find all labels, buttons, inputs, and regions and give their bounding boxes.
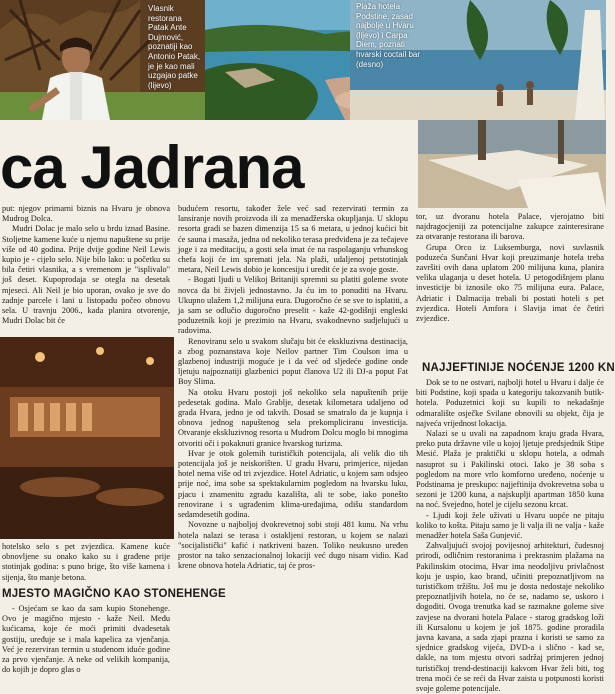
paragraph: Na otoku Hvaru postoji još nekoliko sela napuštenih prije pedesetak godina. Malo Grablje, desetak kilometara udaljeno od grada Hvara, jedno je od takvih. Dosad se smatralo da je kupnja i obnova jednog napuštenog sela prekompliciranu investicija. Otvaranje ekskluzivnog resorta u Mudrom Dolcu moglo bi mnogima otvoriti oči i pokaknuti granice hvarskog turizma. [178,387,408,448]
paragraph: Novozne u najboljoj dvokrevetnoj sobi stoji 481 kunu. Na vrhu hotela nalazi se terasa i ostaklјeni restoran, u kojem se nalazi "socijalistički" kafić i natkriveni bazen. Toliko neukusno uređen prostor na tako senzacionalnoj lokaciji već dugo nisam vidio. Kad krene obnova hotela Adriatic, taj će pros- [178,520,408,571]
chef-photo [0,0,205,120]
paragraph: Nalazi se u uvali na zapadnom kraju grada Hvara, preko puta državne vile u kojoj ljetuje predsjednik Stipe Mesić. Plaža je praktički u sklopu hotela, a odmah nasuprot su i Pakilinski otoci. Iako je 38 soba s pogledom na more vrlo komforno uređeno, noćenje u Podstinama je preskupo: najjeftinija dvokrevetna soba u sezoni je 1200 kuna, a najskuplji apartman 1850 kuna na noć. Svejedno, hotel je cijelu sezonu krcat. [416,429,604,510]
paragraph: put: njegov primarni biznis na Hvaru je obnova Mudrog Dolca. [2,204,170,224]
subheading-stonehenge: MJESTO MAGIČNO KAO STONEHENGE [2,588,226,600]
tavern-photo [0,337,174,539]
paragraph: hotelsko selo s pet zvjezdica. Kamene kuće obnovljene su onako kako su i građene prije stotinjak godina: s puno brige, što više kamena i sijenja, što manje betona. [2,542,170,582]
hotel-caption: Plaža hotela Podstine, zasad najbolje u Hvaru (lijevo) i Carpa Diem, poznati hvarski coctail bar (desno) [356,2,421,69]
paragraph: Grupa Orco iz Luksemburga, novi suvlasnik poduzeća Sunčani Hvar koji preuzimanje hotela treba završiti ovih dana uplatom 200 milijuna kuna, planira velika ulaganja u deset hotela. U petogodišnjem planu investicije bi iznosile oko 75 milijuna eura. Palace, Adriatic i Dalmacija trebali bi postati hoteli s pet zvjezdica. Hoteli Amfora i Slavija imat će četiri zvjezdice. [416,242,604,324]
article-headline: ca Jadrana [0,134,304,201]
paragraph: Renoviranu selo u svakom slučaju bit će ekskluzivna destinacija, a zbog poznanstava koje Neilov partner Tim Coulson ima u glazbenoj industriji moguće je i da već od sljedeće godine onde ljetuju najpoznatiji glazbenici poput članova U2 ili DJ-a poput Fat Boy Slima. [178,336,408,387]
paragraph: - Osjećam se kao da sam kupio Stonehenge. Ovo je magično mjesto - kaže Neil. Među kućicama, koje će moći primiti dvadesetak gostiju, uređuje se i mala kapelica za vjenčanja. Već je rezerviran termin u studenom iduće godine za prvo vjenčanje. A neke od velikih kompanija, do kojih je dopro glas o [2,604,170,675]
restaurant-table-photo [418,120,606,208]
paragraph: Mudri Dolac je malo selo u brdu iznad Basine. Stoljetne kamene kuće u njemu napuštene su prije više od 40 godina. Prije dvije godine Neil Lewis kupio je - cijelo selo. Nije bilo lako: u početku su bila četiri vlasnika, a s vremenom je "isplivalo" još deset. Kupoprodaja se otegla na desetak mjeseci. Ali Neil je bio uporan, ovako je sve do zadnje parcele i lani u listopadu počeo obnovu sela. U travnju 2006., kada planira otvorenje, Mudri Dolac bit će [2,224,170,326]
paragraph: budućem resortu, također žele već sad rezervirati termin za lansiranje novih proizvoda ili za menadžerska okupljanja. U sklopu resorta gradi se bazen dimenzija 15 sa 6 metara, u jednoj kućici bit će sauna i masaža, jedna od nekoliko terasa predviđena je za tečajeve joge i za meditaciju, a gosti sela imat će na raspolaganju vrhunskog chefa koji će im spremati jela. Na plaži, udaljenoj petstotinjak metara, Neil Lewis dobio je koncesiju i uredit će je za svoje goste. [178,204,408,275]
chef-caption: Vlasnik restorana Patak Ante Dujmović, poznatiji kao Antonio Patak, je je kao mali uzgajao patke (lijevo) [148,4,201,90]
paragraph: tor, uz dvoranu hotela Palace, vjerojatno biti najdragocjeniji za potencijalne zakupce zainteresirane za otvaranje restorana ili barova. [416,212,604,242]
column-3-bottom [416,378,604,694]
column-2 [178,204,408,680]
subheading-cheapest-night: NAJJEFTINIJE NOĆENJE 1200 KN [422,362,615,374]
paragraph: Zahvaljujući svojoj povijesnoj arhitekturi, čudesnoj prirodi, odličnim restoranima i prekrasnim plažama na Pakilinskim otocima, Hvar ima neodoljivu privlačnost koju je uspio, kao brand, učiniti prepoznatljivom na turističkom tržištu. Još mu je dosta nedostaje nekoliko prepoznatljivih hotela, no će se, nadamo se, uskoro i dogoditi. Ovoga trenutka kad se razmakne goleme sive zavjese na dvorani hotela Palace - starog gradskog loži ili Kursalonu u kojem je još 1875. godine proradila javna kavana, a sada zjapi prazna i koristi se samo za sjednice gradskog vijeća, DVD-a i slično - kad se, dakle, na tom mjestu otvori sadržaj primjeren jednoj turističkoj trend-destinaciji kakvom Hvar želi biti, tog trena moći će se reći da Hvar zaista u potpunosti koristi svoje goleme potencijale. [416,541,604,694]
paragraph: Hvar je otok golemih turističkih potencijala, ali velik dio tih potencijala još je neiskorišten. U gradu Hvaru, primjerice, nijedan hotel nema više od tri zvjezdice. Hotel Adriatic, u kojem sam odsjeo prije noć, ima sobe sa spektakularnim pogledom na hvarsku luku, pjacu i znamenitu zgradu kazališta, ali te sobe, iako ponešto renovirane i s ugrađenim klima-uređajima, odišu standardom sedamdesetih godina. [178,448,408,520]
column-1-top [2,204,170,336]
column-1-bottom [2,542,170,584]
hotel-photo [350,0,606,120]
paragraph: Dok se to ne ostvari, najbolji hotel u Hvaru i dalje će biti Podstine, koji spada u kategoriju takozvanih butik-hotela. Poduzetnici koji su kupili to nekadašnje odmaralište osječke Svilane obnovili su objekt, čija je najveća vrijednost lokacija. [416,378,604,428]
column-3-top [416,212,604,360]
paragraph: - Bogati ljudi u Velikoj Britaniji spremni su platiti goleme svote novca da bi živjeli jednostavno. Ja ću im to ponuditi na Hvaru. Ukupno ulažem 1,2 milijuna eura. Dugoročno će se sve to isplatiti, a ja sam se odlučio dugoročno preselit - kaže 42-godišnji engleski poduzetnik koji je prezimio na Hvaru, svakodnevno sudjelujući u radovima. [178,275,408,336]
paragraph: - Ljudi koji žele uživati u Hvaru uopće ne pitaju koliko to košta. Pitaju samo je li valja ili ne valja - kaže menadžer hotela Saša Gunjević. [416,510,604,541]
column-1-end [2,604,170,680]
restaurant-table-illustration [418,120,606,208]
tavern-photo-illustration [0,337,174,539]
